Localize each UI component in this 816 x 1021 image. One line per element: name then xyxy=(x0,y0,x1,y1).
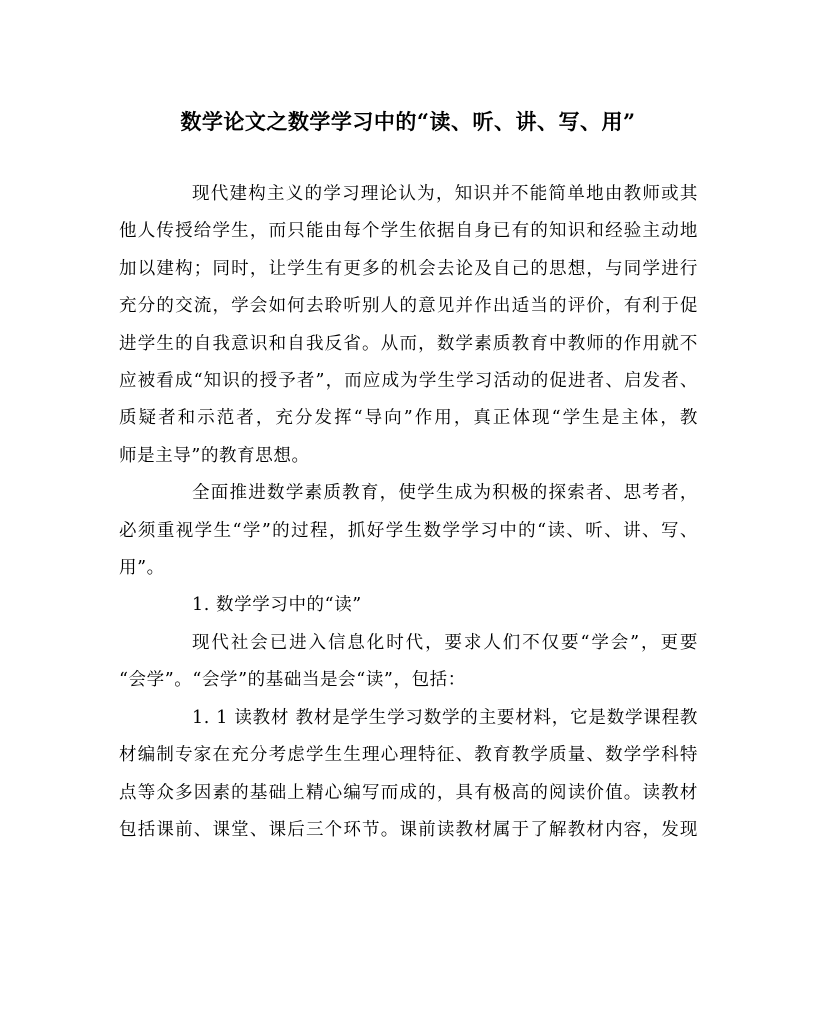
text-line: 质疑者和示范者，充分发挥“导向”作用，真正体现“学生是主体，教 xyxy=(119,408,698,429)
text-line: 师是主导”的教育思想。 xyxy=(119,445,310,466)
text-line: 充分的交流，学会如何去聆听别人的意见并作出适当的评价，有利于促 xyxy=(119,296,698,317)
text-line: 必须重视学生“学”的过程，抓好学生数学学习中的“读、听、讲、写、 xyxy=(119,520,698,541)
paragraph xyxy=(119,176,698,475)
paragraph xyxy=(119,475,698,587)
text-line: 全面推进数学素质教育，使学生成为积极的探索者、思考者， xyxy=(192,483,698,504)
paragraph xyxy=(119,700,698,850)
text-line: “会学”。“会学”的基础当是会“读”，包括： xyxy=(119,670,466,691)
text-line: 进学生的自我意识和自我反省。从而，数学素质教育中教师的作用就不 xyxy=(119,333,698,354)
document-title: 数学论文之数学学习中的“读、听、讲、写、用” xyxy=(180,109,636,134)
text-line: 包括课前、课堂、课后三个环节。课前读教材属于了解教材内容，发现 xyxy=(119,819,698,840)
section-heading xyxy=(119,587,698,624)
text-line: 应被看成“知识的授予者”，而应成为学生学习活动的促进者、启发者、 xyxy=(119,371,698,392)
text-line: 1. 1 读教材 教材是学生学习数学的主要材料，它是数学课程教 xyxy=(192,707,698,728)
text-line: 现代社会已进入信息化时代，要求人们不仅要“学会”，更要 xyxy=(192,632,698,653)
text-line: 他人传授给学生，而只能由每个学生依据自身已有的知识和经验主动地 xyxy=(119,221,698,242)
paragraph xyxy=(119,625,698,700)
text-line: 用”。 xyxy=(119,558,165,579)
text-line: 1. 数学学习中的“读” xyxy=(192,595,362,616)
text-line: 现代建构主义的学习理论认为，知识并不能简单地由教师或其 xyxy=(192,184,698,204)
text-line: 点等众多因素的基础上精心编写而成的，具有极高的阅读价值。读教材 xyxy=(119,782,698,803)
text-line: 材编制专家在充分考虑学生生理心理特征、教育教学质量、数学学科特 xyxy=(119,745,698,766)
text-line: 加以建构；同时，让学生有更多的机会去论及自己的思想，与同学进行 xyxy=(119,258,698,279)
document-body xyxy=(119,176,698,849)
